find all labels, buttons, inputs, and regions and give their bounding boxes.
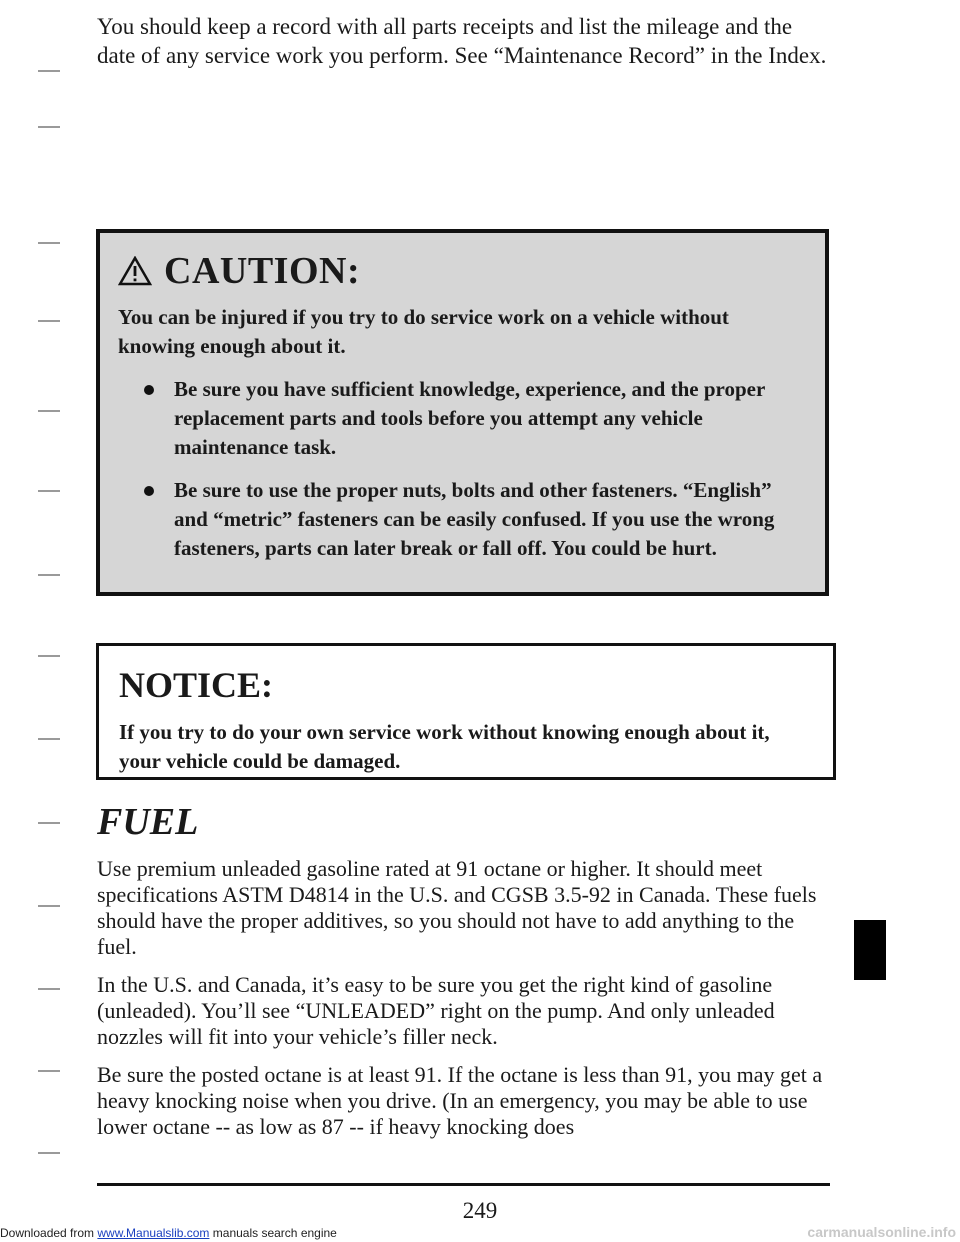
body-paragraph: Use premium unleaded gasoline rated at 91 octane or higher. It should meet specifications ASTM D4814 in the U.S. and CGSB 3.5-92 in Canada. These fuels should have the proper additives, so you should not have to add anything to the fuel.	[97, 856, 817, 959]
edge-mark	[38, 70, 60, 72]
page-number: 249	[462, 1198, 498, 1223]
caution-bullet-item	[118, 375, 803, 462]
edge-mark	[38, 242, 60, 244]
caution-lead-text: You can be injured if you try to do service work on a vehicle without knowing enough about it.	[118, 305, 729, 358]
warning-triangle-icon	[118, 256, 152, 286]
thumb-index-tab	[854, 920, 886, 980]
edge-mark	[38, 320, 60, 322]
edge-mark	[38, 126, 60, 128]
footer-suffix: manuals search engine	[209, 1226, 337, 1240]
footer-prefix: Downloaded from	[0, 1226, 98, 1240]
edge-mark	[38, 655, 60, 657]
edge-mark	[38, 738, 60, 740]
notice-title: NOTICE:	[119, 665, 274, 705]
bullet-icon	[144, 486, 154, 496]
page-divider	[97, 1183, 830, 1186]
intro-paragraph: You should keep a record with all parts receipts and list the mileage and the date of any service work you perform. See “Maintenance Record” in the Index.	[97, 14, 827, 68]
body-paragraph: In the U.S. and Canada, it’s easy to be sure you get the right kind of gasoline (unleaded). You’ll see “UNLEADED” right on the pump. And only unleaded nozzles will fit into your vehicle’s filler neck.	[97, 972, 775, 1049]
edge-mark	[38, 410, 60, 412]
edge-mark	[38, 822, 60, 824]
body-paragraph: Be sure the posted octane is at least 91. If the octane is less than 91, you may get a heavy knocking noise when you drive. (In an emergency, you may be able to use lower octane -- as low as 87 -- if heavy knocking does	[97, 1062, 823, 1139]
download-footer	[0, 1226, 337, 1240]
caution-header	[118, 249, 803, 293]
edge-mark	[38, 490, 60, 492]
watermark: carmanualsonline.info	[807, 1224, 956, 1240]
edge-mark	[38, 574, 60, 576]
section-heading: FUEL	[97, 801, 199, 843]
caution-bullet-item	[118, 476, 803, 563]
bullet-icon	[144, 385, 154, 395]
caution-bullet-text: Be sure to use the proper nuts, bolts and other fasteners. “English” and “metric” fasteners can be easily confused. If you use the wrong fasteners, parts can later break or fall off. You could be hurt.	[174, 478, 775, 560]
edge-mark	[38, 905, 60, 907]
edge-mark	[38, 1152, 60, 1154]
fuel-body	[97, 856, 827, 1152]
notice-box	[96, 643, 836, 780]
caution-title: CAUTION:	[164, 250, 361, 292]
edge-mark	[38, 1070, 60, 1072]
caution-box	[96, 229, 829, 596]
notice-text: If you try to do your own service work without knowing enough about it, your vehicle could be damaged.	[119, 720, 770, 773]
caution-bullet-text: Be sure you have sufficient knowledge, experience, and the proper replacement parts and tools before you attempt any vehicle maintenance task.	[174, 377, 765, 459]
manualslib-link[interactable]: www.Manualslib.com	[97, 1226, 210, 1240]
edge-mark	[38, 988, 60, 990]
caution-list	[118, 375, 803, 563]
